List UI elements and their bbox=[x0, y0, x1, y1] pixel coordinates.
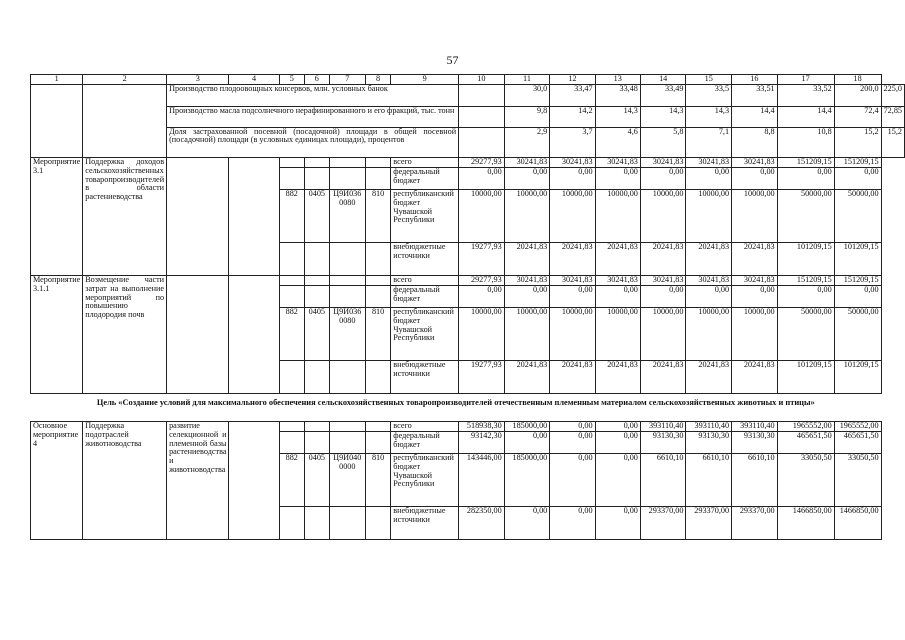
funding-source: внебюджетные источники bbox=[391, 507, 459, 540]
indicator-value: 14,2 bbox=[550, 106, 595, 127]
indicator-row bbox=[31, 85, 905, 107]
funding-value: 151209,15 bbox=[777, 158, 834, 168]
funding-value: 0,00 bbox=[550, 432, 595, 454]
funding-value: 0,00 bbox=[732, 168, 778, 190]
rz-code: 0405 bbox=[304, 308, 329, 361]
funding-value: 10000,00 bbox=[686, 308, 732, 361]
vr-code: 810 bbox=[365, 308, 390, 361]
indicator-value: 72,4 bbox=[834, 106, 881, 127]
funding-value: 6610,10 bbox=[732, 454, 778, 507]
executor bbox=[229, 158, 279, 276]
executor bbox=[229, 276, 279, 394]
code-cell-empty bbox=[329, 361, 365, 394]
funding-value: 0,00 bbox=[640, 168, 686, 190]
indicator-value: 14,3 bbox=[686, 106, 732, 127]
funding-value: 0,00 bbox=[686, 168, 732, 190]
funding-value: 10000,00 bbox=[550, 190, 595, 243]
funding-source: всего bbox=[391, 158, 459, 168]
column-number: 4 bbox=[229, 75, 279, 85]
funding-value: 30241,83 bbox=[640, 276, 686, 286]
empty-cell bbox=[83, 85, 167, 107]
funding-value: 30241,83 bbox=[550, 158, 595, 168]
goal-heading: Цель «Создание условий для максимального обеспечения сельскохозяйственных товаропроизводителей отечественным племенным материалом сельскохозяйственных животных и птицы» bbox=[96, 398, 815, 407]
code-cell-empty bbox=[329, 432, 365, 454]
grbs-code: 882 bbox=[279, 454, 304, 507]
column-number: 14 bbox=[640, 75, 686, 85]
goal-row bbox=[31, 394, 905, 422]
funding-value: 33050,50 bbox=[777, 454, 834, 507]
funding-value: 393110,40 bbox=[732, 422, 778, 432]
funding-source: внебюджетные источники bbox=[391, 361, 459, 394]
funding-value: 282350,00 bbox=[459, 507, 505, 540]
funding-value: 0,00 bbox=[504, 168, 550, 190]
funding-value: 0,00 bbox=[595, 168, 640, 190]
funding-value: 1466850,00 bbox=[777, 507, 834, 540]
funding-value: 6610,10 bbox=[640, 454, 686, 507]
indicator-value: 14,3 bbox=[640, 106, 686, 127]
empty-cell bbox=[31, 127, 83, 158]
funding-value: 0,00 bbox=[550, 422, 595, 432]
grbs-code: 882 bbox=[279, 308, 304, 361]
funding-value: 6610,10 bbox=[686, 454, 732, 507]
funding-value: 0,00 bbox=[595, 454, 640, 507]
funding-value: 30241,83 bbox=[686, 158, 732, 168]
funding-value: 465651,50 bbox=[777, 432, 834, 454]
funding-value: 50000,00 bbox=[777, 308, 834, 361]
funding-source: республиканский бюджет Чувашской Республики bbox=[391, 454, 459, 507]
code-cell-empty bbox=[365, 432, 390, 454]
indicator-value: 3,7 bbox=[550, 127, 595, 158]
indicator-value: 5,8 bbox=[640, 127, 686, 158]
empty-cell bbox=[459, 127, 505, 158]
indicator-row bbox=[31, 127, 905, 158]
funding-source: федеральный бюджет bbox=[391, 168, 459, 190]
funding-value: 185000,00 bbox=[504, 454, 550, 507]
program-table bbox=[30, 74, 905, 540]
funding-value: 1965552,00 bbox=[834, 422, 881, 432]
code-cell-empty bbox=[365, 422, 390, 432]
indicator-value: 7,1 bbox=[686, 127, 732, 158]
funding-value: 10000,00 bbox=[550, 308, 595, 361]
funding-value: 30241,83 bbox=[504, 276, 550, 286]
measure-name: Мероприятие 3.1.1 bbox=[31, 276, 83, 394]
csr-code: Ц9И0400000 bbox=[329, 454, 365, 507]
funding-value: 30241,83 bbox=[595, 276, 640, 286]
column-number: 9 bbox=[391, 75, 459, 85]
code-cell-empty bbox=[365, 276, 390, 286]
column-number: 7 bbox=[329, 75, 365, 85]
funding-value: 293370,00 bbox=[732, 507, 778, 540]
indicator-value: 4,6 bbox=[595, 127, 640, 158]
funding-value: 0,00 bbox=[640, 286, 686, 308]
funding-value: 19277,93 bbox=[459, 361, 505, 394]
funding-value: 20241,83 bbox=[640, 243, 686, 276]
column-number: 3 bbox=[167, 75, 229, 85]
measure-description: Поддержка доходов сельскохозяйственных товаропроизводителей в области растениеводства bbox=[83, 158, 167, 276]
csr-code: Ц9И0360080 bbox=[329, 308, 365, 361]
funding-source: республиканский бюджет Чувашской Республики bbox=[391, 308, 459, 361]
funding-value: 10000,00 bbox=[686, 190, 732, 243]
code-cell-empty bbox=[365, 158, 390, 168]
funding-source: федеральный бюджет bbox=[391, 432, 459, 454]
target-indicator: развитие селекционной и племенной базы растениеводства и животноводства bbox=[167, 422, 229, 540]
code-cell-empty bbox=[304, 507, 329, 540]
funding-value: 1965552,00 bbox=[777, 422, 834, 432]
vr-code: 810 bbox=[365, 190, 390, 243]
funding-value: 93142,30 bbox=[459, 432, 505, 454]
funding-value: 10000,00 bbox=[640, 190, 686, 243]
funding-value: 101209,15 bbox=[834, 243, 881, 276]
funding-value: 293370,00 bbox=[686, 507, 732, 540]
column-number: 16 bbox=[732, 75, 778, 85]
funding-value: 50000,00 bbox=[834, 308, 881, 361]
funding-value: 0,00 bbox=[504, 507, 550, 540]
column-number: 18 bbox=[834, 75, 881, 85]
indicator-name: Производство масла подсолнечного нерафинированного и его фракций, тыс. тонн bbox=[167, 106, 459, 127]
indicator-name: Доля застрахованной посевной (посадочной) площади в общей посевной (посадочной) площади (в условных единицах площади), процентов bbox=[167, 127, 459, 158]
code-cell-empty bbox=[279, 286, 304, 308]
funding-value: 20241,83 bbox=[686, 361, 732, 394]
funding-value: 293370,00 bbox=[640, 507, 686, 540]
funding-value: 0,00 bbox=[550, 454, 595, 507]
code-cell-empty bbox=[279, 168, 304, 190]
code-cell-empty bbox=[365, 361, 390, 394]
funding-value: 393110,40 bbox=[686, 422, 732, 432]
measure-description: Возмещение части затрат на выполнение мероприятий по повышению плодородия почв bbox=[83, 276, 167, 394]
code-cell-empty bbox=[329, 158, 365, 168]
funding-value: 0,00 bbox=[550, 286, 595, 308]
funding-value: 101209,15 bbox=[834, 361, 881, 394]
page-number: 57 bbox=[446, 53, 459, 67]
funding-value: 0,00 bbox=[732, 286, 778, 308]
indicator-value: 15,2 bbox=[881, 127, 904, 158]
code-cell-empty bbox=[304, 168, 329, 190]
column-number: 10 bbox=[459, 75, 505, 85]
funding-value: 93130,30 bbox=[640, 432, 686, 454]
measure-name: Основное мероприятие 4 bbox=[31, 422, 83, 540]
funding-row bbox=[31, 158, 905, 168]
funding-value: 20241,83 bbox=[504, 361, 550, 394]
funding-value: 143446,00 bbox=[459, 454, 505, 507]
column-number: 8 bbox=[365, 75, 390, 85]
code-cell-empty bbox=[365, 507, 390, 540]
code-cell-empty bbox=[304, 432, 329, 454]
funding-value: 30241,83 bbox=[640, 158, 686, 168]
funding-value: 20241,83 bbox=[686, 243, 732, 276]
funding-value: 93130,30 bbox=[732, 432, 778, 454]
funding-value: 10000,00 bbox=[595, 308, 640, 361]
funding-value: 0,00 bbox=[595, 422, 640, 432]
code-cell-empty bbox=[279, 507, 304, 540]
indicator-value: 72,85 bbox=[881, 106, 904, 127]
code-cell-empty bbox=[365, 168, 390, 190]
empty-cell bbox=[31, 106, 83, 127]
funding-value: 10000,00 bbox=[504, 190, 550, 243]
indicator-value: 10,8 bbox=[777, 127, 834, 158]
indicator-value: 33,47 bbox=[550, 85, 595, 107]
funding-value: 0,00 bbox=[459, 286, 505, 308]
empty-cell bbox=[459, 85, 505, 107]
code-cell-empty bbox=[304, 422, 329, 432]
funding-value: 1466850,00 bbox=[834, 507, 881, 540]
code-cell-empty bbox=[365, 286, 390, 308]
column-number: 17 bbox=[777, 75, 834, 85]
indicator-value: 30,0 bbox=[504, 85, 550, 107]
funding-value: 20241,83 bbox=[504, 243, 550, 276]
funding-value: 10000,00 bbox=[732, 308, 778, 361]
indicator-value: 33,49 bbox=[640, 85, 686, 107]
code-cell-empty bbox=[279, 276, 304, 286]
rz-code: 0405 bbox=[304, 454, 329, 507]
empty-cell bbox=[31, 85, 83, 107]
csr-code: Ц9И0360080 bbox=[329, 190, 365, 243]
funding-value: 20241,83 bbox=[732, 361, 778, 394]
code-cell-empty bbox=[329, 422, 365, 432]
code-cell-empty bbox=[279, 158, 304, 168]
funding-value: 30241,83 bbox=[550, 276, 595, 286]
code-cell-empty bbox=[329, 168, 365, 190]
funding-source: внебюджетные источники bbox=[391, 243, 459, 276]
funding-value: 10000,00 bbox=[459, 190, 505, 243]
funding-value: 518938,30 bbox=[459, 422, 505, 432]
code-cell-empty bbox=[329, 507, 365, 540]
indicator-value: 33,51 bbox=[732, 85, 778, 107]
funding-value: 465651,50 bbox=[834, 432, 881, 454]
rz-code: 0405 bbox=[304, 190, 329, 243]
measure-description: Поддержка подотраслей животноводства bbox=[83, 422, 167, 540]
funding-value: 10000,00 bbox=[732, 190, 778, 243]
funding-value: 0,00 bbox=[686, 286, 732, 308]
code-cell-empty bbox=[365, 243, 390, 276]
funding-value: 0,00 bbox=[595, 432, 640, 454]
target-indicator bbox=[167, 276, 229, 394]
code-cell-empty bbox=[279, 243, 304, 276]
funding-value: 10000,00 bbox=[459, 308, 505, 361]
funding-value: 30241,83 bbox=[732, 158, 778, 168]
target-indicator bbox=[167, 158, 229, 276]
funding-value: 33050,50 bbox=[834, 454, 881, 507]
code-cell-empty bbox=[304, 276, 329, 286]
column-number: 1 bbox=[31, 75, 83, 85]
funding-value: 29277,93 bbox=[459, 276, 505, 286]
funding-value: 30241,83 bbox=[732, 276, 778, 286]
funding-source: федеральный бюджет bbox=[391, 286, 459, 308]
code-cell-empty bbox=[329, 286, 365, 308]
code-cell-empty bbox=[304, 243, 329, 276]
indicator-value: 225,0 bbox=[881, 85, 904, 107]
column-number: 2 bbox=[83, 75, 167, 85]
funding-value: 0,00 bbox=[595, 507, 640, 540]
funding-value: 0,00 bbox=[504, 286, 550, 308]
empty-cell bbox=[83, 106, 167, 127]
funding-value: 151209,15 bbox=[834, 276, 881, 286]
empty-cell bbox=[459, 106, 505, 127]
funding-source: республиканский бюджет Чувашской Республики bbox=[391, 190, 459, 243]
funding-value: 20241,83 bbox=[640, 361, 686, 394]
column-number: 5 bbox=[279, 75, 304, 85]
funding-value: 151209,15 bbox=[834, 158, 881, 168]
code-cell-empty bbox=[304, 361, 329, 394]
funding-value: 0,00 bbox=[834, 286, 881, 308]
column-numbers-row bbox=[31, 75, 905, 85]
indicator-row bbox=[31, 106, 905, 127]
funding-value: 30241,83 bbox=[686, 276, 732, 286]
funding-row bbox=[31, 422, 905, 432]
funding-value: 20241,83 bbox=[732, 243, 778, 276]
funding-value: 151209,15 bbox=[777, 276, 834, 286]
indicator-value: 14,4 bbox=[732, 106, 778, 127]
funding-value: 30241,83 bbox=[504, 158, 550, 168]
funding-value: 20241,83 bbox=[595, 243, 640, 276]
funding-value: 10000,00 bbox=[640, 308, 686, 361]
indicator-value: 8,8 bbox=[732, 127, 778, 158]
empty-cell bbox=[83, 127, 167, 158]
funding-value: 50000,00 bbox=[777, 190, 834, 243]
indicator-value: 33,5 bbox=[686, 85, 732, 107]
funding-value: 101209,15 bbox=[777, 361, 834, 394]
funding-value: 20241,83 bbox=[550, 361, 595, 394]
indicator-value: 15,2 bbox=[834, 127, 881, 158]
code-cell-empty bbox=[279, 432, 304, 454]
funding-value: 29277,93 bbox=[459, 158, 505, 168]
code-cell-empty bbox=[329, 243, 365, 276]
column-number: 11 bbox=[504, 75, 550, 85]
funding-row bbox=[31, 276, 905, 286]
column-number: 12 bbox=[550, 75, 595, 85]
indicator-value: 33,52 bbox=[777, 85, 834, 107]
indicator-value: 9,8 bbox=[504, 106, 550, 127]
code-cell-empty bbox=[304, 158, 329, 168]
indicator-value: 200,0 bbox=[834, 85, 881, 107]
funding-value: 93130,30 bbox=[686, 432, 732, 454]
funding-value: 0,00 bbox=[550, 168, 595, 190]
code-cell-empty bbox=[329, 276, 365, 286]
funding-source: всего bbox=[391, 422, 459, 432]
code-cell-empty bbox=[304, 286, 329, 308]
funding-value: 20241,83 bbox=[595, 361, 640, 394]
code-cell-empty bbox=[279, 361, 304, 394]
funding-value: 10000,00 bbox=[595, 190, 640, 243]
funding-value: 10000,00 bbox=[504, 308, 550, 361]
funding-value: 0,00 bbox=[777, 168, 834, 190]
funding-value: 393110,40 bbox=[640, 422, 686, 432]
funding-value: 0,00 bbox=[595, 286, 640, 308]
indicator-value: 33,48 bbox=[595, 85, 640, 107]
funding-value: 19277,93 bbox=[459, 243, 505, 276]
funding-value: 185000,00 bbox=[504, 422, 550, 432]
indicator-value: 2,9 bbox=[504, 127, 550, 158]
funding-value: 0,00 bbox=[834, 168, 881, 190]
funding-value: 0,00 bbox=[550, 507, 595, 540]
funding-value: 0,00 bbox=[459, 168, 505, 190]
indicator-value: 14,3 bbox=[595, 106, 640, 127]
executor bbox=[229, 422, 279, 540]
funding-value: 30241,83 bbox=[595, 158, 640, 168]
measure-name: Мероприятие 3.1 bbox=[31, 158, 83, 276]
funding-value: 0,00 bbox=[777, 286, 834, 308]
column-number: 6 bbox=[304, 75, 329, 85]
vr-code: 810 bbox=[365, 454, 390, 507]
column-number: 13 bbox=[595, 75, 640, 85]
indicator-value: 14,4 bbox=[777, 106, 834, 127]
indicator-name: Производство плодоовощных консервов, млн. условных банок bbox=[167, 85, 459, 107]
funding-source: всего bbox=[391, 276, 459, 286]
column-number: 15 bbox=[686, 75, 732, 85]
funding-value: 0,00 bbox=[504, 432, 550, 454]
funding-value: 20241,83 bbox=[550, 243, 595, 276]
code-cell-empty bbox=[279, 422, 304, 432]
funding-value: 50000,00 bbox=[834, 190, 881, 243]
funding-value: 101209,15 bbox=[777, 243, 834, 276]
grbs-code: 882 bbox=[279, 190, 304, 243]
